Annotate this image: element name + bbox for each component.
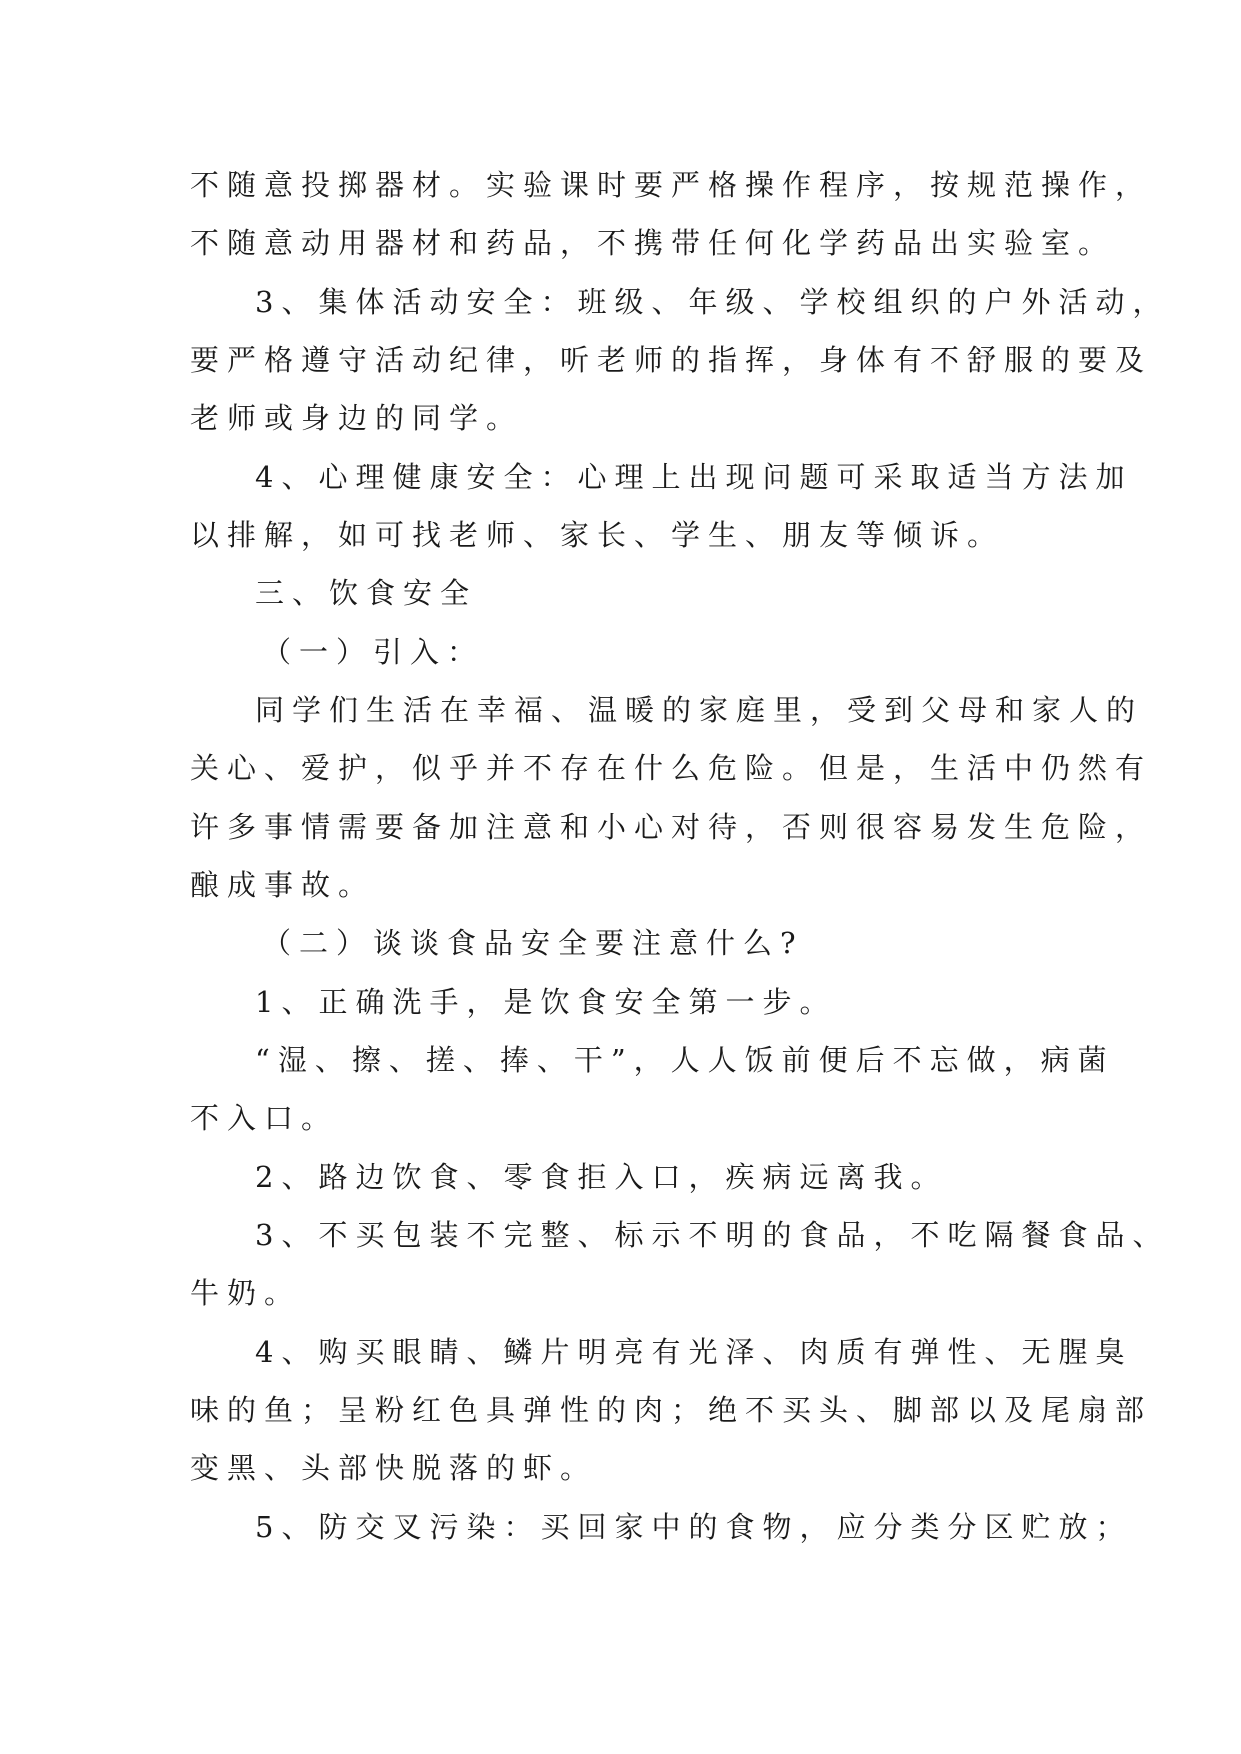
- text-line: 牛奶。: [190, 1276, 302, 1310]
- subsection-heading: （一）引入：: [262, 635, 485, 669]
- text-line: 老师或身边的同学。: [190, 401, 524, 435]
- text-line: 关心、爱护，似乎并不存在什么危险。但是，生活中仍然有: [190, 751, 1153, 785]
- text-line: 4、购买眼睛、鳞片明亮有光泽、肉质有弹性、无腥臭: [255, 1335, 1133, 1369]
- text-line: 许多事情需要备加注意和小心对待，否则很容易发生危险，: [190, 810, 1153, 844]
- text-line: 1、正确洗手，是饮食安全第一步。: [255, 985, 837, 1019]
- text-line: 5、防交叉污染：买回家中的食物，应分类分区贮放；: [255, 1510, 1133, 1544]
- text-line: 要严格遵守活动纪律，听老师的指挥，身体有不舒服的要及: [190, 343, 1153, 377]
- text-line: 4、心理健康安全：心理上出现问题可采取适当方法加: [255, 460, 1133, 494]
- text-line: 3、不买包装不完整、标示不明的食品，不吃隔餐食品、: [255, 1218, 1170, 1252]
- text-line: 不入口。: [190, 1101, 339, 1135]
- text-line: 3、集体活动安全：班级、年级、学校组织的户外活动，: [255, 285, 1170, 319]
- text-line: 变黑、头部快脱落的虾。: [190, 1451, 598, 1485]
- text-line: 同学们生活在幸福、温暖的家庭里，受到父母和家人的: [255, 693, 1144, 727]
- text-line: 以排解，如可找老师、家长、学生、朋友等倾诉。: [190, 518, 1005, 552]
- text-line: 不随意动用器材和药品，不携带任何化学药品出实验室。: [190, 226, 1116, 260]
- subsection-heading: （二）谈谈食品安全要注意什么?: [262, 926, 804, 960]
- text-line: 酿成事故。: [190, 868, 376, 902]
- text-line: 不随意投掷器材。实验课时要严格操作程序，按规范操作，: [190, 168, 1153, 202]
- text-line: 2、路边饮食、零食拒入口，疾病远离我。: [255, 1160, 948, 1194]
- text-line: “湿、擦、搓、捧、干”，人人饭前便后不忘做，病菌: [255, 1043, 1115, 1077]
- section-heading: 三、饮食安全: [255, 576, 478, 610]
- text-line: 味的鱼；呈粉红色具弹性的肉；绝不买头、脚部以及尾扇部: [190, 1393, 1153, 1427]
